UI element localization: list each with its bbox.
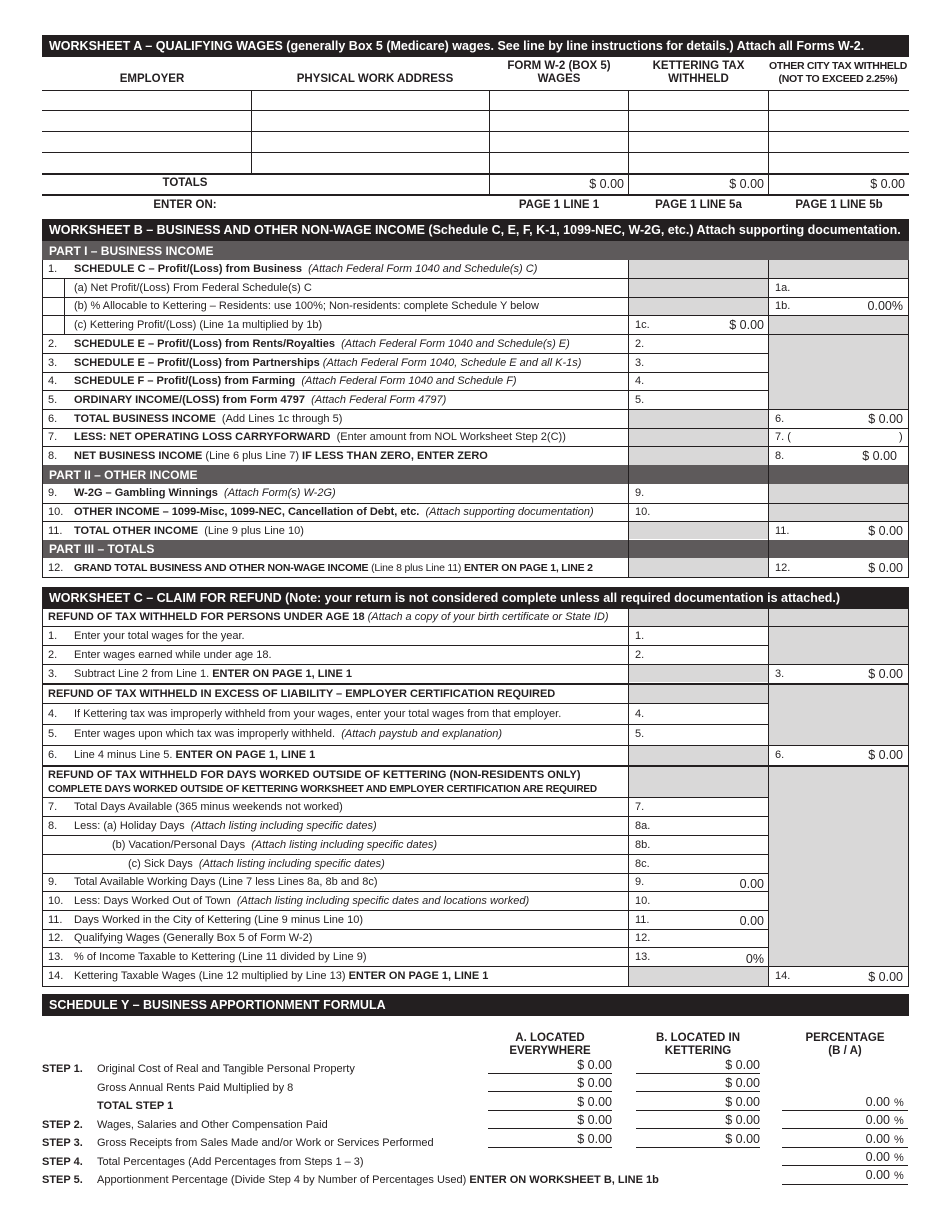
step1-row2-text: Gross Annual Rents Paid Multiplied by 8 [97, 1082, 294, 1094]
totals-label: TOTALS [162, 177, 208, 189]
c-line8a-text: Less: (a) Holiday Days (Attach listing including specific dates) [74, 820, 377, 832]
other-city-input[interactable] [769, 91, 909, 110]
b-line11-box: 11. [775, 525, 790, 537]
b-line2-box[interactable]: 2. [635, 338, 645, 350]
col-located-everywhere: A. LOCATED EVERYWHERE [509, 1032, 591, 1057]
b-line1c-text: (c) Kettering Profit/(Loss) (Line 1a multiplied by 1b) [74, 319, 323, 331]
y-step1-total-a[interactable]: $ 0.00 [577, 1095, 612, 1109]
b-line12-value[interactable]: $ 0.00 [868, 561, 903, 575]
b-line2-num: 2. [48, 338, 58, 350]
c-line14-value[interactable]: $ 0.00 [868, 970, 903, 984]
col-employer: EMPLOYER [119, 73, 185, 85]
employer-input[interactable] [42, 91, 251, 110]
c-line10-box[interactable]: 10. [635, 895, 651, 907]
b-line1b-value[interactable]: 0.00% [867, 299, 903, 313]
c-line14-box: 14. [775, 970, 791, 982]
b-line4-text: SCHEDULE F – Profit/(Loss) from Farming (Attach Federal Form 1040 and Schedule F) [74, 375, 517, 387]
enter-on-wages: PAGE 1 LINE 1 [518, 199, 600, 211]
b-line1c-box: 1c. [635, 319, 650, 331]
c-section1-heading: REFUND OF TAX WITHHELD FOR PERSONS UNDER AGE 18 (Attach a copy of your birth certificate or State ID) [48, 611, 609, 623]
c-section2-heading: REFUND OF TAX WITHHELD IN EXCESS OF LIABILITY – EMPLOYER CERTIFICATION REQUIRED [48, 688, 556, 700]
b-line4-box[interactable]: 4. [635, 375, 645, 387]
total-kettering-withheld: $ 0.00 [729, 177, 764, 191]
b-line12-num: 12. [48, 562, 64, 574]
b-line7-text: LESS: NET OPERATING LOSS CARRYFORWARD (Enter amount from NOL Worksheet Step 2(C)) [74, 431, 566, 443]
b-line1a-box[interactable]: 1a. [775, 282, 791, 294]
b-line7-box[interactable]: 7. ( [775, 431, 791, 443]
c-section3-subheading: COMPLETE DAYS WORKED OUTSIDE OF KETTERING WORKSHEET AND EMPLOYER CERTIFICATION ARE REQUIRED [48, 784, 597, 795]
c-line2-box[interactable]: 2. [635, 649, 645, 661]
b-line5-box[interactable]: 5. [635, 394, 645, 406]
y-step3-pct-sign: % [894, 1134, 904, 1146]
kettering-withheld-input[interactable] [629, 91, 768, 110]
c-line1-num: 1. [48, 630, 58, 642]
c-line4-num: 4. [48, 708, 58, 720]
part1-bar: PART I – BUSINESS INCOME [42, 241, 909, 260]
c-section3-heading: REFUND OF TAX WITHHELD FOR DAYS WORKED OUTSIDE OF KETTERING (NON-RESIDENTS ONLY) [48, 769, 581, 781]
c-line6-value[interactable]: $ 0.00 [868, 748, 903, 762]
b-line5-text: ORDINARY INCOME/(LOSS) from Form 4797 (Attach Federal Form 4797) [74, 394, 447, 406]
step4-text: Total Percentages (Add Percentages from Steps 1 – 3) [97, 1156, 364, 1168]
enter-on-label: ENTER ON: [153, 199, 217, 211]
c-line9-num: 9. [48, 876, 58, 888]
c-line5-box[interactable]: 5. [635, 728, 645, 740]
col-located-kettering: B. LOCATED IN KETTERING [655, 1032, 741, 1057]
c-line3-num: 3. [48, 668, 58, 680]
y-step4-pct[interactable]: 0.00 [865, 1150, 890, 1164]
c-line4-text: If Kettering tax was improperly withheld from your wages, enter your total wages from that employer. [74, 708, 562, 720]
c-line6-box: 6. [775, 749, 785, 761]
col-kettering-withheld: KETTERING TAX WITHHELD [652, 60, 745, 85]
step2-text: Wages, Salaries and Other Compensation Paid [97, 1119, 328, 1131]
c-line10-text: Less: Days Worked Out of Town (Attach listing including specific dates and locations worked) [74, 895, 530, 907]
col-address: PHYSICAL WORK ADDRESS [296, 73, 454, 85]
b-line10-box[interactable]: 10. [635, 506, 651, 518]
c-line7-text: Total Days Available (365 minus weekends not worked) [74, 801, 343, 813]
b-line3-text: SCHEDULE E – Profit/(Loss) from Partnerships (Attach Federal Form 1040, Schedule E and all K-1s) [74, 357, 582, 369]
b-line8-value[interactable]: $ 0.00 [862, 449, 897, 463]
step1-total-text: TOTAL STEP 1 [97, 1100, 174, 1112]
c-line1-text: Enter your total wages for the year. [74, 630, 245, 642]
b-line7-close: ) [899, 431, 903, 443]
c-line13-value[interactable]: 0% [745, 952, 764, 966]
b-line1a-text: (a) Net Profit/(Loss) From Federal Schedule(s) C [74, 282, 312, 294]
b-line9-text: W-2G – Gambling Winnings (Attach Form(s) W-2G) [74, 487, 336, 499]
col-percentage: PERCENTAGE (B / A) [805, 1032, 885, 1057]
b-line8-text: NET BUSINESS INCOME (Line 6 plus Line 7) IF LESS THAN ZERO, ENTER ZERO [74, 450, 488, 462]
y-step2-pct[interactable]: 0.00 [865, 1113, 890, 1127]
c-line7-box[interactable]: 7. [635, 801, 645, 813]
b-line3-box[interactable]: 3. [635, 357, 645, 369]
b-line12-box: 12. [775, 562, 791, 574]
total-wages: $ 0.00 [589, 177, 624, 191]
c-line7-num: 7. [48, 801, 58, 813]
step5-text: Apportionment Percentage (Divide Step 4 by Number of Percentages Used) ENTER ON WORKSHEET B, LINE 1b [97, 1174, 659, 1186]
b-line1c-value[interactable]: $ 0.00 [729, 318, 764, 332]
b-line4-num: 4. [48, 375, 58, 387]
step4-label: STEP 4. [42, 1156, 83, 1168]
c-line3-value[interactable]: $ 0.00 [868, 667, 903, 681]
b-line11-num: 11. [48, 525, 63, 537]
b-line11-text: TOTAL OTHER INCOME (Line 9 plus Line 10) [74, 525, 304, 537]
y-step1-total-b[interactable]: $ 0.00 [725, 1095, 760, 1109]
c-line8b-box[interactable]: 8b. [635, 839, 651, 851]
c-line8a-box[interactable]: 8a. [635, 820, 651, 832]
c-line14-text: Kettering Taxable Wages (Line 12 multiplied by Line 13) ENTER ON PAGE 1, LINE 1 [74, 970, 489, 982]
b-line10-num: 10. [48, 506, 64, 518]
b-line5-num: 5. [48, 394, 58, 406]
worksheet-b-banner: WORKSHEET B – BUSINESS AND OTHER NON-WAGE INCOME (Schedule C, E, F, K-1, 1099-NEC, W-2G, etc.) Attach supporting documentation. [42, 219, 909, 241]
y-step5-pct-sign: % [894, 1170, 904, 1182]
c-line5-text: Enter wages upon which tax was improperly withheld. (Attach paystub and explanation) [74, 728, 503, 740]
y-step2-b[interactable]: $ 0.00 [725, 1113, 760, 1127]
address-input[interactable] [252, 91, 489, 110]
c-line11-num: 11. [48, 914, 63, 926]
b-line8-num: 8. [48, 450, 58, 462]
part3-bar: PART III – TOTALS [42, 540, 909, 558]
b-line10-text: OTHER INCOME – 1099-Misc, 1099-NEC, Cancellation of Debt, etc. (Attach supporting documentation) [74, 506, 594, 518]
c-line9-box: 9. [635, 876, 645, 888]
c-line2-num: 2. [48, 649, 58, 661]
y-step3-pct[interactable]: 0.00 [865, 1132, 890, 1146]
worksheet-a-banner: WORKSHEET A – QUALIFYING WAGES (generally Box 5 (Medicare) wages. See line by line instructions for details.) Attach all Forms W-2. [42, 35, 909, 57]
b-line6-value[interactable]: $ 0.00 [868, 412, 903, 426]
b-line9-num: 9. [48, 487, 58, 499]
y-step1-pct[interactable]: 0.00 [865, 1095, 890, 1109]
b-line9-box[interactable]: 9. [635, 487, 645, 499]
c-line9-text: Total Available Working Days (Line 7 less Lines 8a, 8b and 8c) [74, 876, 378, 888]
step2-label: STEP 2. [42, 1119, 83, 1131]
y-step1-row2-a[interactable]: $ 0.00 [577, 1076, 612, 1090]
c-line8c-box[interactable]: 8c. [635, 858, 650, 870]
y-step1-row1-b[interactable]: $ 0.00 [725, 1058, 760, 1072]
worksheet-c-banner: WORKSHEET C – CLAIM FOR REFUND (Note: your return is not considered complete unless all required documentation is attached.) [42, 587, 909, 609]
b-line1b-box: 1b. [775, 300, 791, 312]
enter-on-kettering: PAGE 1 LINE 5a [655, 199, 742, 211]
c-line10-num: 10. [48, 895, 64, 907]
c-line13-text: % of Income Taxable to Kettering (Line 11 divided by Line 9) [74, 951, 367, 963]
c-line11-text: Days Worked in the City of Kettering (Line 9 minus Line 10) [74, 914, 363, 926]
y-step1-row1-a[interactable]: $ 0.00 [577, 1058, 612, 1072]
b-line1b-text: (b) % Allocable to Kettering – Residents: use 100%; Non-residents: complete Schedule Y below [74, 300, 539, 312]
y-step3-a[interactable]: $ 0.00 [577, 1132, 612, 1146]
c-line13-box: 13. [635, 951, 651, 963]
b-line11-value[interactable]: $ 0.00 [868, 524, 903, 538]
y-step2-a[interactable]: $ 0.00 [577, 1113, 612, 1127]
c-line12-text: Qualifying Wages (Generally Box 5 of Form W-2) [74, 932, 313, 944]
c-line8c-text: (c) Sick Days (Attach listing including specific dates) [128, 858, 385, 870]
c-line11-box: 11. [635, 914, 650, 926]
c-line1-box[interactable]: 1. [635, 630, 645, 642]
c-line2-text: Enter wages earned while under age 18. [74, 649, 272, 661]
enter-on-other-city: PAGE 1 LINE 5b [795, 199, 883, 211]
b-line3-num: 3. [48, 357, 58, 369]
step3-text: Gross Receipts from Sales Made and/or Work or Services Performed [97, 1137, 434, 1149]
c-line9-value[interactable]: 0.00 [739, 877, 764, 891]
c-line4-box[interactable]: 4. [635, 708, 645, 720]
b-line6-box: 6. [775, 413, 785, 425]
c-line5-num: 5. [48, 728, 58, 740]
c-line6-text: Line 4 minus Line 5. ENTER ON PAGE 1, LINE 1 [74, 749, 316, 761]
total-other-city: $ 0.00 [870, 177, 905, 191]
y-step5-pct[interactable]: 0.00 [865, 1168, 890, 1182]
c-line3-text: Subtract Line 2 from Line 1. ENTER ON PAGE 1, LINE 1 [74, 668, 352, 680]
b-line1: 1. [48, 263, 58, 275]
step5-label: STEP 5. [42, 1174, 83, 1186]
b-line8-box: 8. [775, 450, 785, 462]
b-line6-num: 6. [48, 413, 58, 425]
y-step2-pct-sign: % [894, 1115, 904, 1127]
step1-label: STEP 1. [42, 1063, 83, 1075]
c-line14-num: 14. [48, 970, 64, 982]
y-step4-pct-sign: % [894, 1152, 904, 1164]
y-step1-row2-b[interactable]: $ 0.00 [725, 1076, 760, 1090]
col-other-city: OTHER CITY TAX WITHHELD (NOT TO EXCEED 2.25%) [769, 60, 907, 85]
c-line13-num: 13. [48, 951, 64, 963]
c-line6-num: 6. [48, 749, 58, 761]
b-line2-text: SCHEDULE E – Profit/(Loss) from Rents/Royalties (Attach Federal Form 1040 and Schedule(s) E) [74, 338, 570, 350]
y-step1-pct-sign: % [894, 1097, 904, 1109]
wages-input[interactable] [490, 91, 628, 110]
y-step3-b[interactable]: $ 0.00 [725, 1132, 760, 1146]
step3-label: STEP 3. [42, 1137, 83, 1149]
schedule-y-banner: SCHEDULE Y – BUSINESS APPORTIONMENT FORMULA [42, 994, 909, 1016]
c-line3-box: 3. [775, 668, 785, 680]
step1-row1-text: Original Cost of Real and Tangible Personal Property [97, 1063, 355, 1075]
b-line6-text: TOTAL BUSINESS INCOME (Add Lines 1c through 5) [74, 413, 343, 425]
col-w2-wages: FORM W-2 (BOX 5) WAGES [507, 60, 611, 85]
c-line12-num: 12. [48, 932, 64, 944]
c-line8-num: 8. [48, 820, 58, 832]
b-line12-text: GRAND TOTAL BUSINESS AND OTHER NON-WAGE INCOME (Line 8 plus Line 11) ENTER ON PAGE 1, LINE 2 [74, 562, 593, 574]
part2-bar: PART II – OTHER INCOME [42, 465, 909, 484]
b-line7-num: 7. [48, 431, 58, 443]
b-line1-text: SCHEDULE C – Profit/(Loss) from Business (Attach Federal Form 1040 and Schedule(s) C) [74, 263, 538, 275]
c-line8b-text: (b) Vacation/Personal Days (Attach listing including specific dates) [112, 839, 438, 851]
c-line12-box[interactable]: 12. [635, 932, 651, 944]
c-line11-value[interactable]: 0.00 [739, 914, 764, 928]
